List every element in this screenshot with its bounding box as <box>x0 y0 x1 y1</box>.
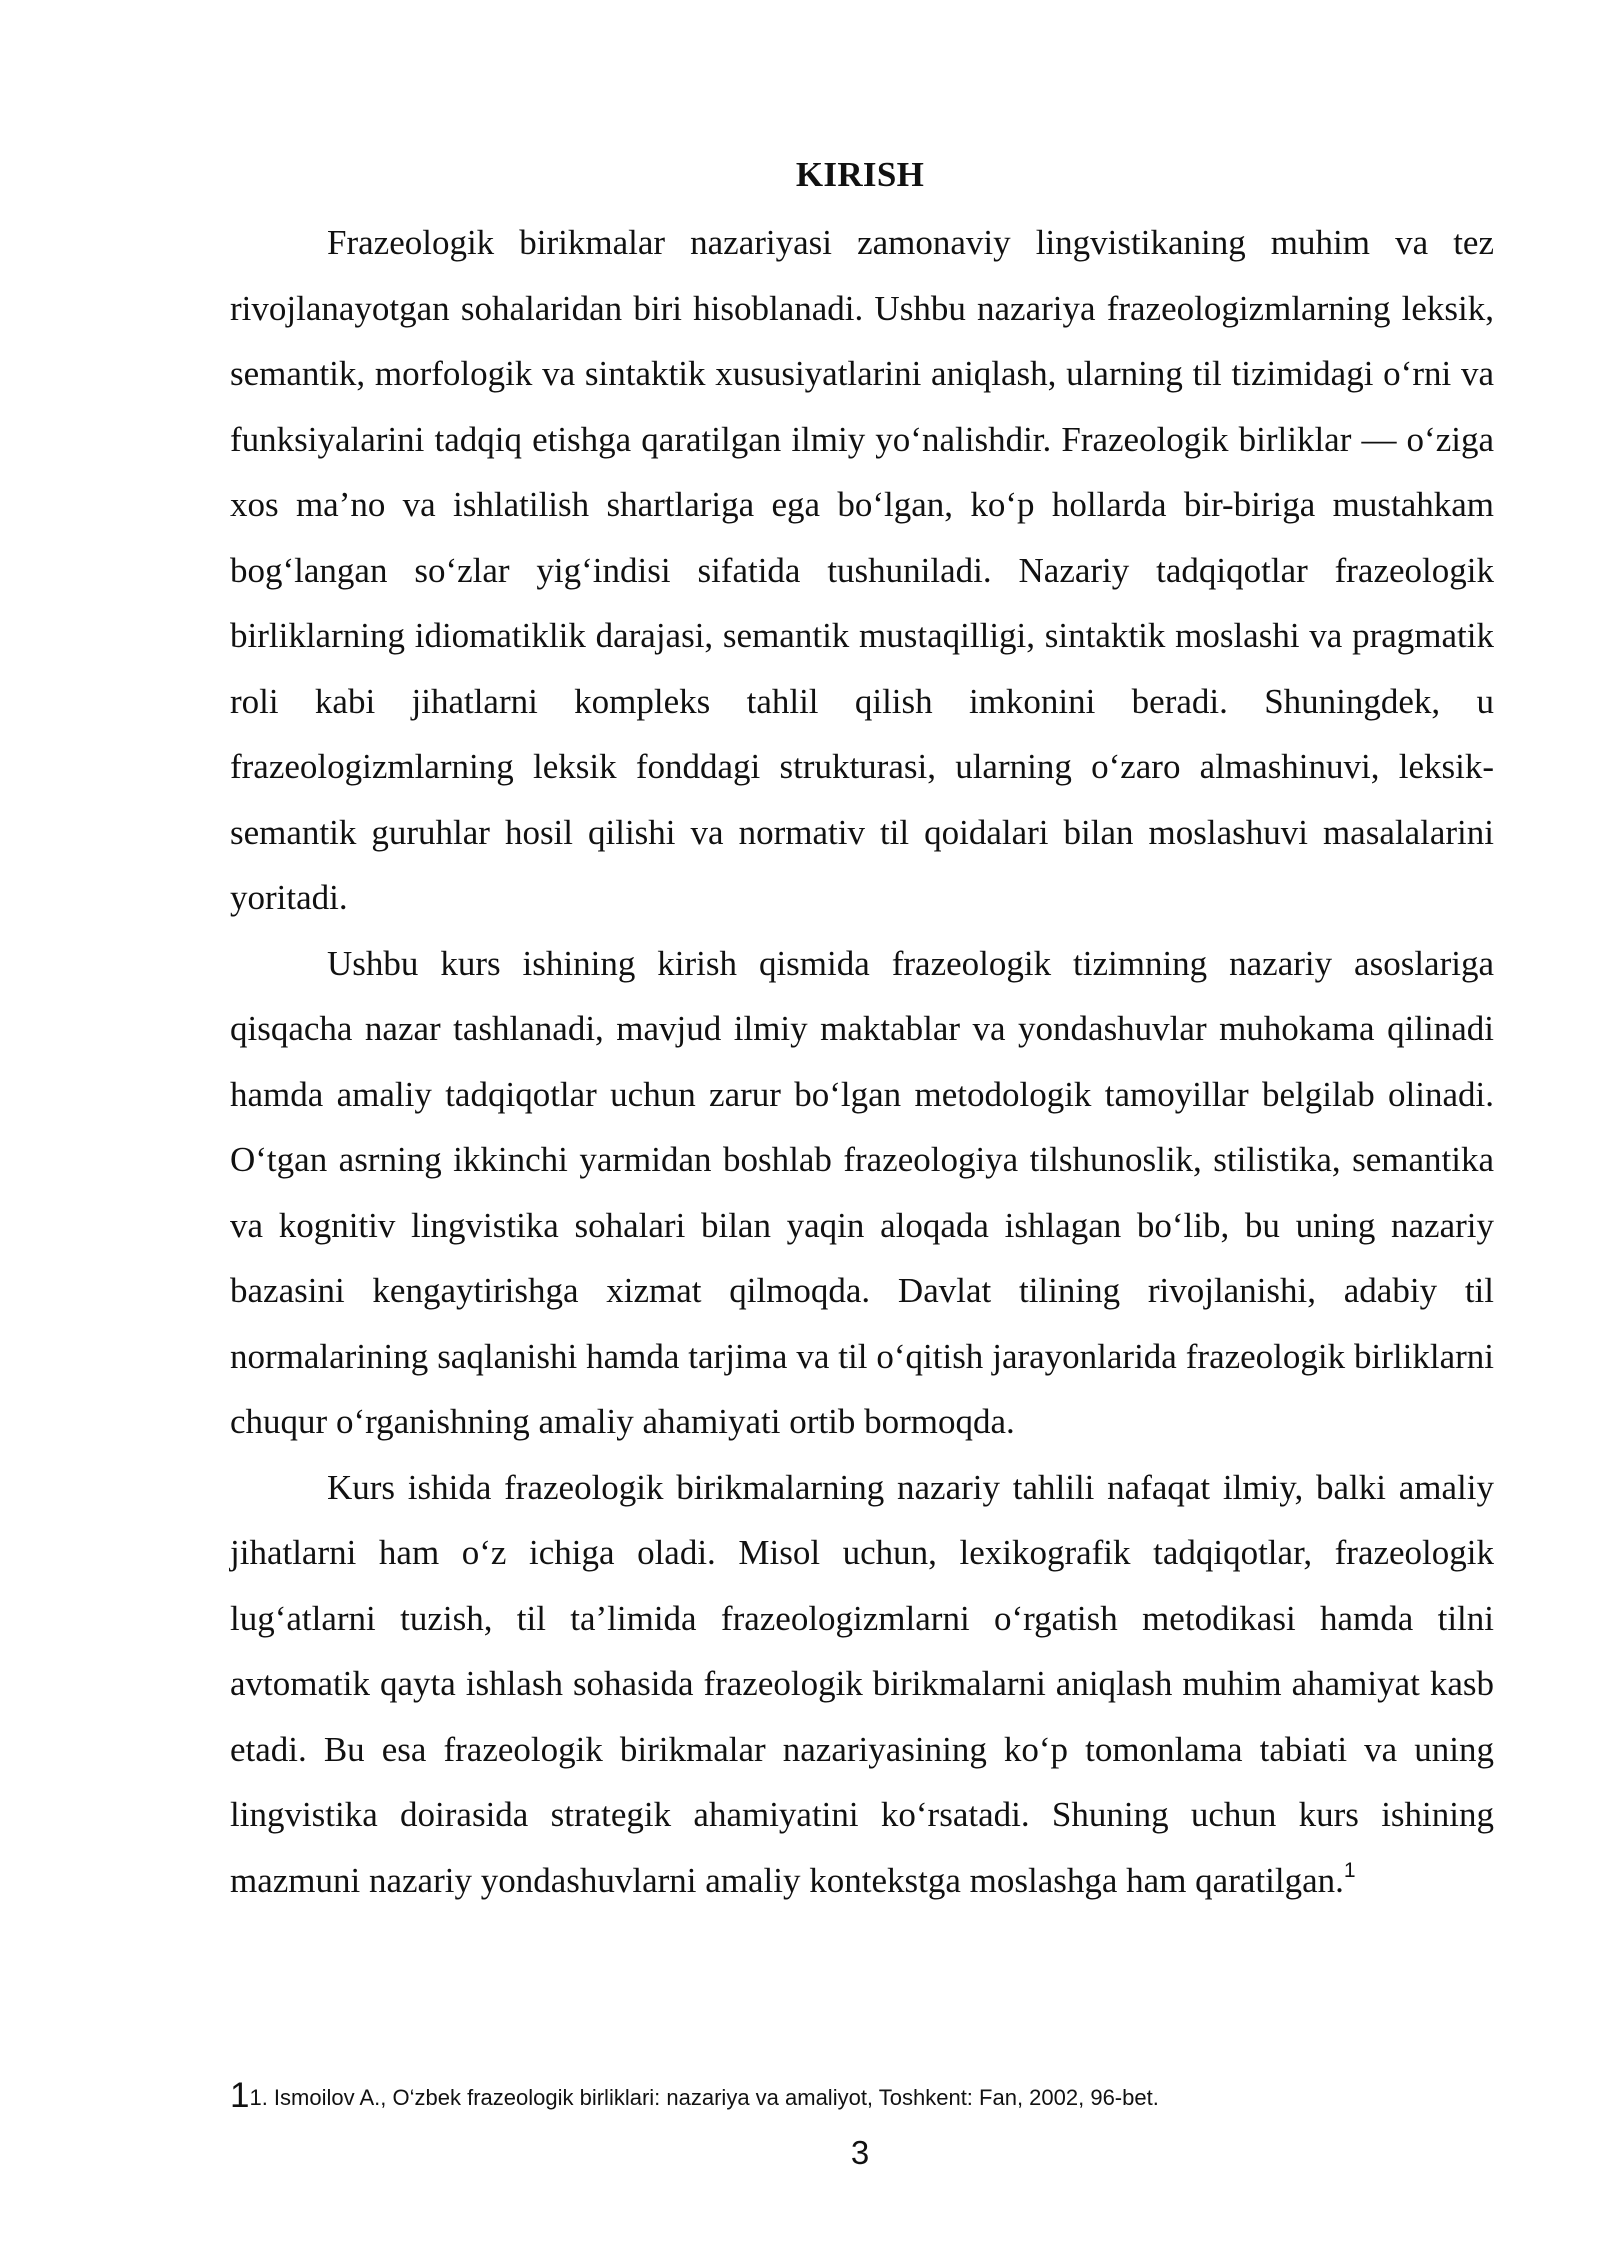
paragraph-1: Frazeologik birikmalar nazariyasi zamonaviy lingvistikaning muhim va tez rivojlanayotgan sohalaridan biri hisoblanadi. Ushbu nazariya frazeologizmlarning leksik, semantik, morfologik va sintaktik xususiyatlarini aniqlash, ularning til tizimidagi o‘rni va funksiyalarini tadqiq etishga qaratilgan ilmiy yo‘nalishdir. Frazeologik birliklar — o‘ziga xos ma’no va ishlatilish shartlariga ega bo‘lgan, ko‘p hollarda bir-biriga mustahkam bog‘langan so‘zlar yig‘indisi sifatida tushuniladi. Nazariy tadqiqotlar frazeologik birliklarning idiomatiklik darajasi, semantik mustaqilligi, sintaktik moslashi va pragmatik roli kabi jihatlarni kompleks tahlil qilish imkonini beradi. Shuningdek, u frazeologizmlarning leksik fonddagi strukturasi, ularning o‘zaro almashinuvi, leksik-semantik guruhlar hosil qilishi va normativ til qoidalari bilan moslashuvi masalalarini yoritadi. <box>230 223 1494 917</box>
body-text <box>230 210 1494 1913</box>
footnote-mark: 1 <box>230 2076 250 2115</box>
page-number: 3 <box>850 2134 870 2171</box>
paragraph-2: Ushbu kurs ishining kirish qismida frazeologik tizimning nazariy asoslariga qisqacha nazar tashlanadi, mavjud ilmiy maktablar va yondashuvlar muhokama qilinadi hamda amaliy tadqiqotlar uchun zarur bo‘lgan metodologik tamoyillar belgilab olinadi. O‘tgan asrning ikkinchi yarmidan boshlab frazeologiya tilshunoslik, stilistika, semantika va kognitiv lingvistika sohalari bilan yaqin aloqada ishlagan bo‘lib, bu uning nazariy bazasini kengaytirishga xizmat qilmoqda. Davlat tilining rivojlanishi, adabiy til normalarining saqlanishi hamda tarjima va til o‘qitish jarayonlarida frazeologik birliklarni chuqur o‘rganishning amaliy ahamiyati ortib bormoqda. <box>230 943 1494 1441</box>
paragraph-3-text: Kurs ishida frazeologik birikmalarning nazariy tahlili nafaqat ilmiy, balki amaliy jihatlarni ham o‘z ichiga oladi. Misol uchun, lexikografik tadqiqotlar, frazeologik lug‘atlarni tuzish, til ta’limida frazeologizmlarni o‘rgatish metodikasi hamda tilni avtomatik qayta ishlash sohasida frazeologik birikmalarni aniqlash muhim ahamiyat kasb etadi. Bu esa frazeologik birikmalar nazariyasining ko‘p tomonlama tabiati va uning lingvistika doirasida strategik ahamiyatini ko‘rsatadi. Shuning uchun kurs ishining mazmuni nazariy yondashuvlarni amaliy kontekstga moslashga ham qaratilgan. <box>230 1467 1494 1900</box>
section-heading: KIRISH <box>795 155 925 194</box>
footnote-reference[interactable]: 1 <box>1343 1858 1356 1882</box>
footnote <box>230 2078 1494 2116</box>
paragraph-3 <box>230 1455 1494 1914</box>
footnote-text: 1. Ismoilov A., O‘zbek frazeologik birliklari: nazariya va amaliyot, Toshkent: Fan, 2002, 96-bet. <box>249 2085 1159 2110</box>
